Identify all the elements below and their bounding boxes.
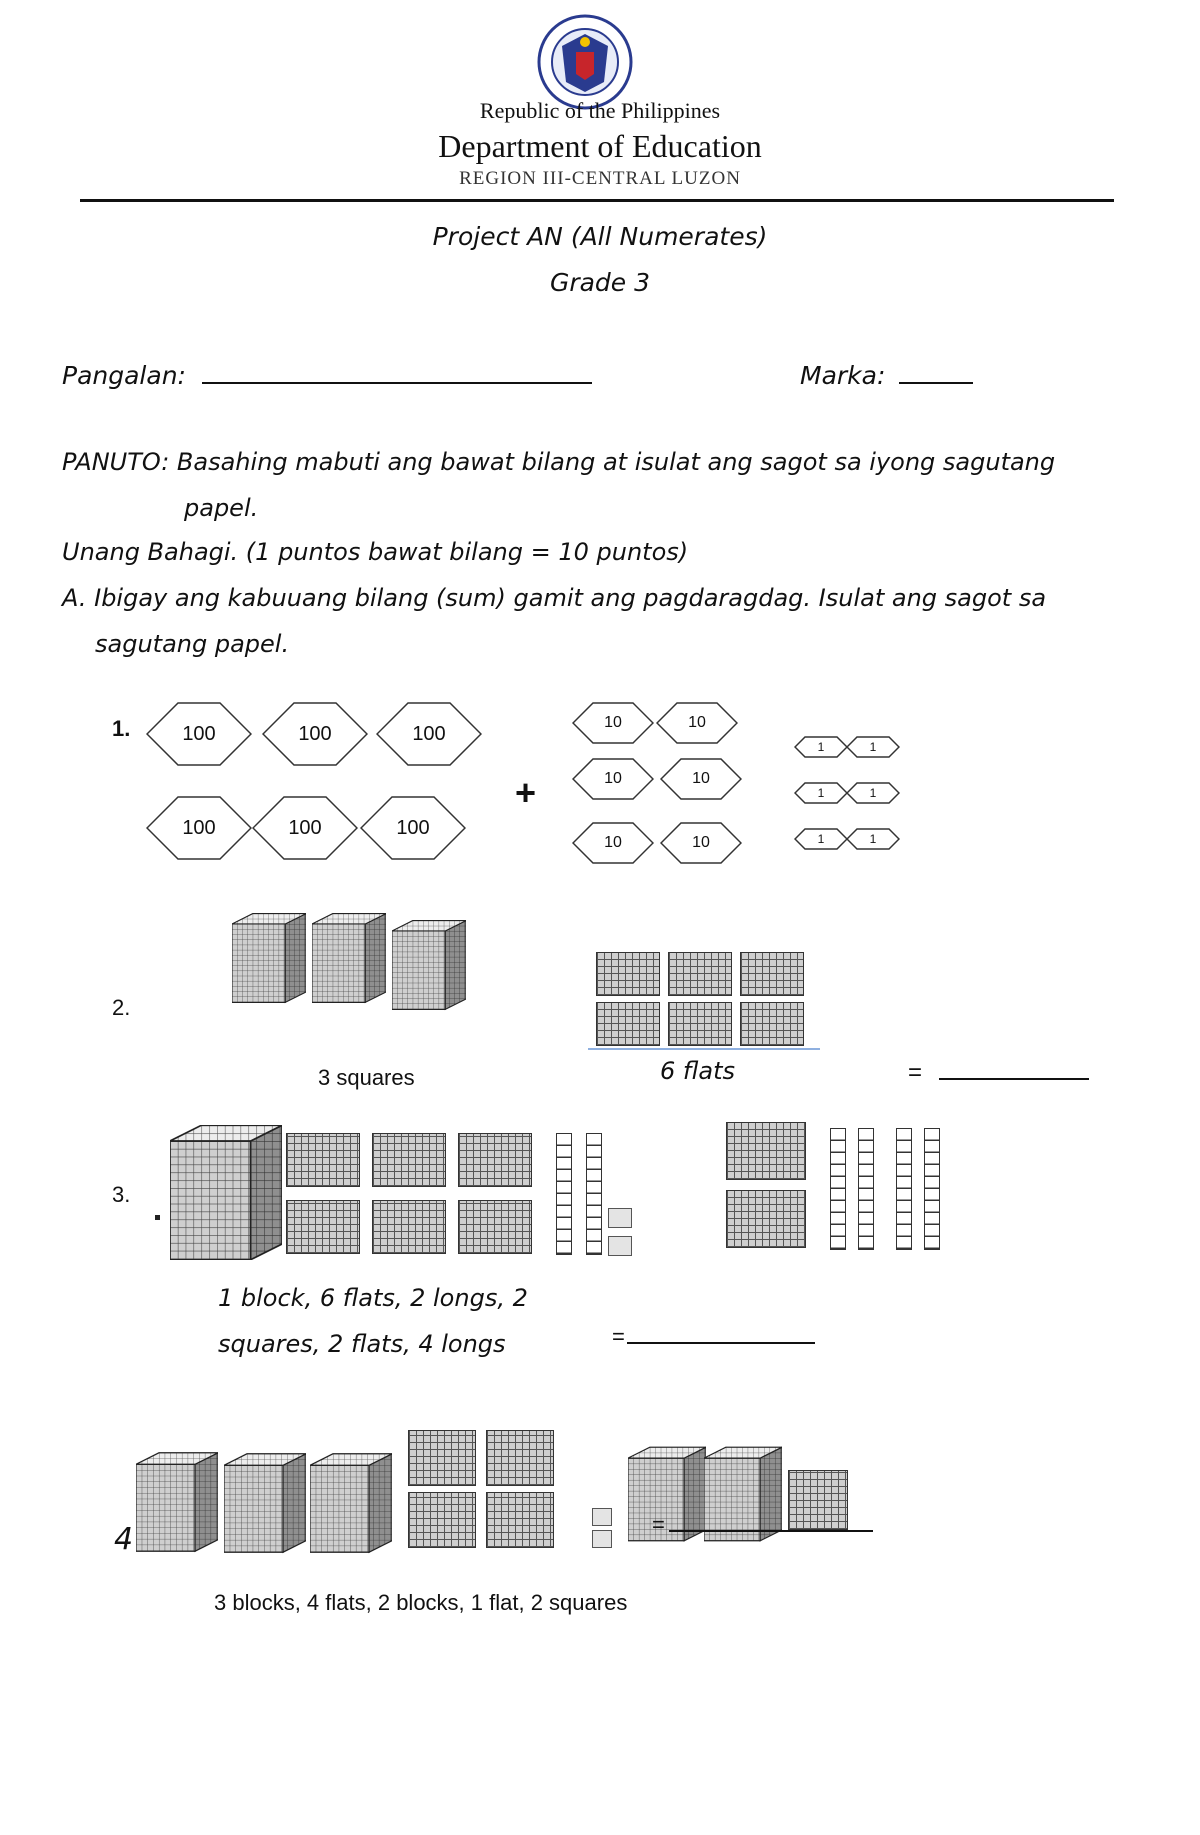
q3-flat-5 xyxy=(372,1200,446,1254)
q1-hundred-tile-3 xyxy=(376,702,482,766)
q4-block-5 xyxy=(704,1430,782,1558)
q4-flat-1 xyxy=(408,1430,476,1486)
q3-equals: = xyxy=(612,1324,625,1349)
q1-ten-tile-4 xyxy=(660,758,742,800)
q2-flat-1 xyxy=(596,952,660,996)
q1-ten-tile-3 xyxy=(572,758,654,800)
q3-long-5 xyxy=(896,1128,912,1250)
q4-square-2 xyxy=(592,1530,612,1548)
q1-hundred-tile-4 xyxy=(146,796,252,860)
q1-number: 1. xyxy=(112,716,131,741)
q2-caption-left: 3 squares xyxy=(318,1065,415,1090)
q3-long-1 xyxy=(556,1133,572,1255)
name-field xyxy=(62,358,592,390)
q1-hundred-tile-6 xyxy=(360,796,466,860)
q2-cube-1 xyxy=(232,905,306,1011)
q2-answer-line[interactable] xyxy=(939,1058,1089,1080)
q1-one-tile-5 xyxy=(794,828,848,850)
q1-hundred-tile-2-label: 100 xyxy=(298,722,332,745)
q1-ten-tile-1-label: 10 xyxy=(604,714,622,731)
q1-hundred-tile-5 xyxy=(252,796,358,860)
instruction-a-line2: sagutang papel. xyxy=(95,630,290,658)
q1-one-tile-6 xyxy=(846,828,900,850)
name-label: Pangalan: xyxy=(62,361,186,390)
q1-one-tile-1-label: 1 xyxy=(817,740,825,754)
q3-flat-3 xyxy=(458,1133,532,1187)
score-answer-line[interactable] xyxy=(899,358,973,384)
q2-number: 2. xyxy=(112,995,131,1020)
q3-answer xyxy=(612,1324,815,1350)
q1-one-tile-2-label: 1 xyxy=(869,740,877,754)
q1-one-tile-2 xyxy=(846,736,900,758)
q4-square-1 xyxy=(592,1508,612,1526)
q2-equals: = xyxy=(908,1059,923,1086)
q4-answer-line[interactable] xyxy=(669,1514,873,1532)
q1-one-tile-1 xyxy=(794,736,848,758)
q2-cube-2 xyxy=(312,905,386,1011)
q1-ten-tile-6 xyxy=(660,822,742,864)
republic-text: Republic of the Philippines xyxy=(479,98,721,123)
q2-base-line xyxy=(588,1048,820,1050)
q4-block-4 xyxy=(628,1430,706,1558)
region-text: REGION III-CENTRAL LUZON xyxy=(459,168,741,189)
q2-flat-4 xyxy=(596,1002,660,1046)
q1-one-tile-3-label: 1 xyxy=(817,786,825,800)
panuto-line1: PANUTO: Basahing mabuti ang bawat bilang at isulat ang sagot sa iyong sagutang xyxy=(62,448,1056,476)
q4-flat-4 xyxy=(486,1492,554,1548)
q1-one-tile-4 xyxy=(846,782,900,804)
q3-long-6 xyxy=(924,1128,940,1250)
score-label: Marka: xyxy=(800,361,886,390)
q1-plus-sign: + xyxy=(515,772,537,813)
q2-flat-3 xyxy=(740,952,804,996)
q4-caption: 3 blocks, 4 flats, 2 blocks, 1 flat, 2 squares xyxy=(214,1590,628,1615)
q3-long-3 xyxy=(830,1128,846,1250)
q3-flat-4 xyxy=(286,1200,360,1254)
q3-caption-line2: squares, 2 flats, 4 longs xyxy=(218,1330,506,1358)
q2-caption-right: 6 flats xyxy=(660,1057,736,1085)
q3-caption-line1: 1 block, 6 flats, 2 longs, 2 xyxy=(218,1284,528,1312)
q1-ten-tile-1 xyxy=(572,702,654,744)
q1-one-tile-6-label: 1 xyxy=(869,832,877,846)
q2-flat-5 xyxy=(668,1002,732,1046)
project-title: Project AN (All Numerates) xyxy=(432,222,768,251)
q1-one-tile-3 xyxy=(794,782,848,804)
q3-square-2 xyxy=(608,1236,632,1256)
panuto-line2: papel. xyxy=(184,494,259,522)
header-divider xyxy=(80,199,1114,202)
deped-seal xyxy=(530,12,640,112)
name-answer-line[interactable] xyxy=(202,358,592,384)
q3-long-4 xyxy=(858,1128,874,1250)
department-title: Department of Education xyxy=(438,128,762,164)
q1-ten-tile-4-label: 10 xyxy=(692,770,710,787)
instruction-a-line1: A. Ibigay ang kabuuang bilang (sum) gamit ang pagdaragdag. Isulat ang sagot sa xyxy=(62,584,1047,612)
q4-block-2 xyxy=(224,1440,306,1566)
q2-flat-2 xyxy=(668,952,732,996)
q2-cube-3 xyxy=(392,912,466,1018)
q4-block-1 xyxy=(136,1438,218,1566)
q2-flat-6 xyxy=(740,1002,804,1046)
q4-equals: = xyxy=(652,1512,665,1537)
q1-ten-tile-2-label: 10 xyxy=(688,714,706,731)
q1-hundred-tile-1 xyxy=(146,702,252,766)
q1-hundred-tile-1-label: 100 xyxy=(182,722,216,745)
q1-hundred-tile-4-label: 100 xyxy=(182,816,216,839)
q3-flat-6 xyxy=(458,1200,532,1254)
q3-flat-8 xyxy=(726,1190,806,1248)
grade-title: Grade 3 xyxy=(549,268,651,297)
q1-ten-tile-2 xyxy=(656,702,738,744)
q4-block-3 xyxy=(310,1440,392,1566)
q1-ten-tile-5-label: 10 xyxy=(604,834,622,851)
q4-flat-2 xyxy=(486,1430,554,1486)
q3-flat-7 xyxy=(726,1122,806,1180)
score-field xyxy=(800,358,973,390)
q3-flat-2 xyxy=(372,1133,446,1187)
q1-hundred-tile-5-label: 100 xyxy=(288,816,322,839)
q2-answer xyxy=(908,1058,1089,1087)
q3-long-2 xyxy=(586,1133,602,1255)
q4-answer xyxy=(652,1512,873,1538)
part-heading: Unang Bahagi. (1 puntos bawat bilang = 10 puntos) xyxy=(62,538,689,566)
q1-hundred-tile-3-label: 100 xyxy=(412,722,446,745)
q1-one-tile-4-label: 1 xyxy=(869,786,877,800)
q1-hundred-tile-6-label: 100 xyxy=(396,816,430,839)
q3-block xyxy=(170,1125,282,1260)
q3-number: 3. xyxy=(112,1182,131,1207)
q4-flat-3 xyxy=(408,1492,476,1548)
q1-ten-tile-3-label: 10 xyxy=(604,770,622,787)
q3-dot xyxy=(155,1215,160,1220)
q3-flat-1 xyxy=(286,1133,360,1187)
q1-one-tile-5-label: 1 xyxy=(817,832,825,846)
q3-square-1 xyxy=(608,1208,632,1228)
q1-hundred-tile-2 xyxy=(262,702,368,766)
q3-answer-line[interactable] xyxy=(627,1326,815,1344)
q4-number: 4 xyxy=(114,1522,134,1557)
q1-ten-tile-5 xyxy=(572,822,654,864)
q1-ten-tile-6-label: 10 xyxy=(692,834,710,851)
